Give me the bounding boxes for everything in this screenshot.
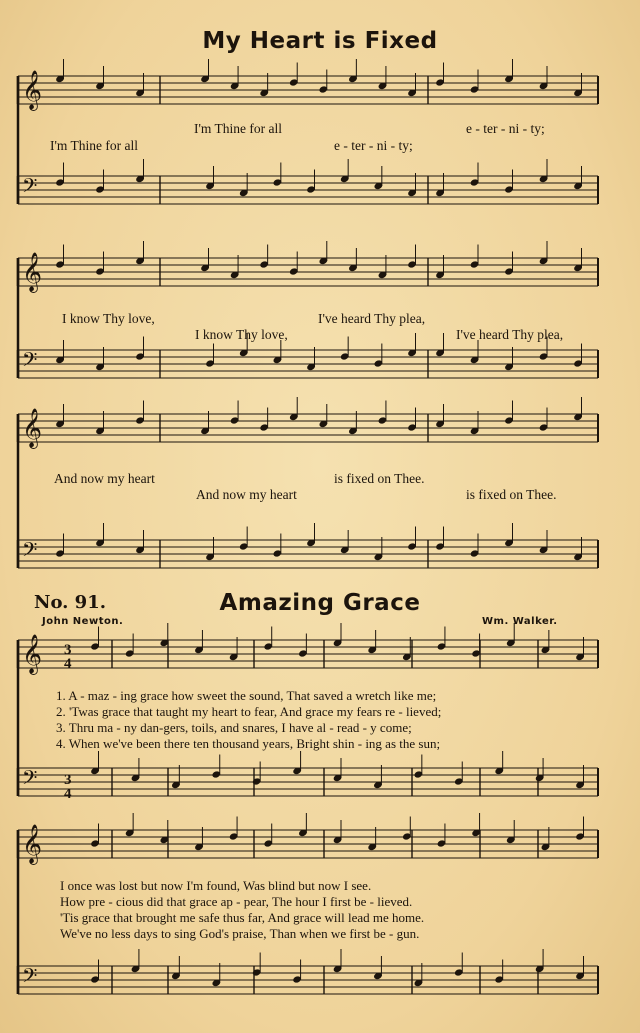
lyric-line: I'm Thine for all	[50, 138, 139, 153]
song-title-my-heart-is-fixed: My Heart is Fixed	[202, 28, 438, 54]
treble-clef-icon: 𝄞	[22, 408, 43, 448]
bass-clef-icon: 𝄢	[22, 964, 38, 992]
verse-4-line-1: 4. When we've been there ten thousand years, Bright shin - ing as the sun;	[56, 736, 441, 751]
bass-clef-icon: 𝄢	[22, 348, 38, 376]
treble-clef-icon: 𝄞	[22, 824, 43, 864]
hymn-number: No. 91.	[34, 592, 106, 613]
lyric-line: I'm Thine for all	[194, 121, 283, 136]
lyric-line: And now my heart	[54, 471, 155, 486]
treble-clef-icon: 𝄞	[22, 252, 43, 292]
lyric-line: is fixed on Thee.	[334, 471, 425, 486]
time-signature-top: 3	[64, 642, 72, 658]
lyric-line: e - ter - ni - ty;	[334, 138, 413, 153]
time-signature-top: 3	[64, 772, 72, 788]
time-signature-bottom: 4	[64, 786, 72, 802]
lyric-line: I know Thy love,	[195, 327, 288, 342]
verse-1-line-1: 1. A - maz - ing grace how sweet the sound, That saved a wretch like me;	[56, 688, 437, 703]
bass-clef-icon: 𝄢	[22, 174, 38, 202]
lyric-line: I know Thy love,	[62, 311, 155, 326]
verse-3-line-1: 3. Thru ma - ny dan-gers, toils, and snares, I have al - read - y come;	[56, 720, 412, 735]
verse-4-line-2: We've no less days to sing God's praise, Than when we first be - gun.	[60, 926, 420, 941]
composer-credit: Wm. Walker.	[482, 616, 558, 627]
verse-1-line-2: I once was lost but now I'm found, Was blind but now I see.	[60, 878, 372, 893]
verse-2-line-1: 2. 'Twas grace that taught my heart to fear, And grace my fears re - lieved;	[56, 704, 442, 719]
treble-clef-icon: 𝄞	[22, 634, 43, 674]
lyric-line: I've heard Thy plea,	[456, 327, 564, 342]
verse-3-line-2: 'Tis grace that brought me safe thus far, And grace will lead me home.	[60, 910, 425, 925]
lyric-line: is fixed on Thee.	[466, 487, 557, 502]
treble-clef-icon: 𝄞	[22, 70, 43, 110]
time-signature-bottom: 4	[64, 656, 72, 672]
lyric-line: And now my heart	[196, 487, 297, 502]
bass-clef-icon: 𝄢	[22, 766, 38, 794]
bass-clef-icon: 𝄢	[22, 538, 38, 566]
song-title-amazing-grace: Amazing Grace	[219, 590, 421, 616]
author-credit: John Newton.	[42, 616, 124, 627]
lyric-line: e - ter - ni - ty;	[466, 121, 545, 136]
verse-2-line-2: How pre - cious did that grace ap - pear, The hour I first be - lieved.	[60, 894, 413, 909]
lyric-line: I've heard Thy plea,	[318, 311, 426, 326]
